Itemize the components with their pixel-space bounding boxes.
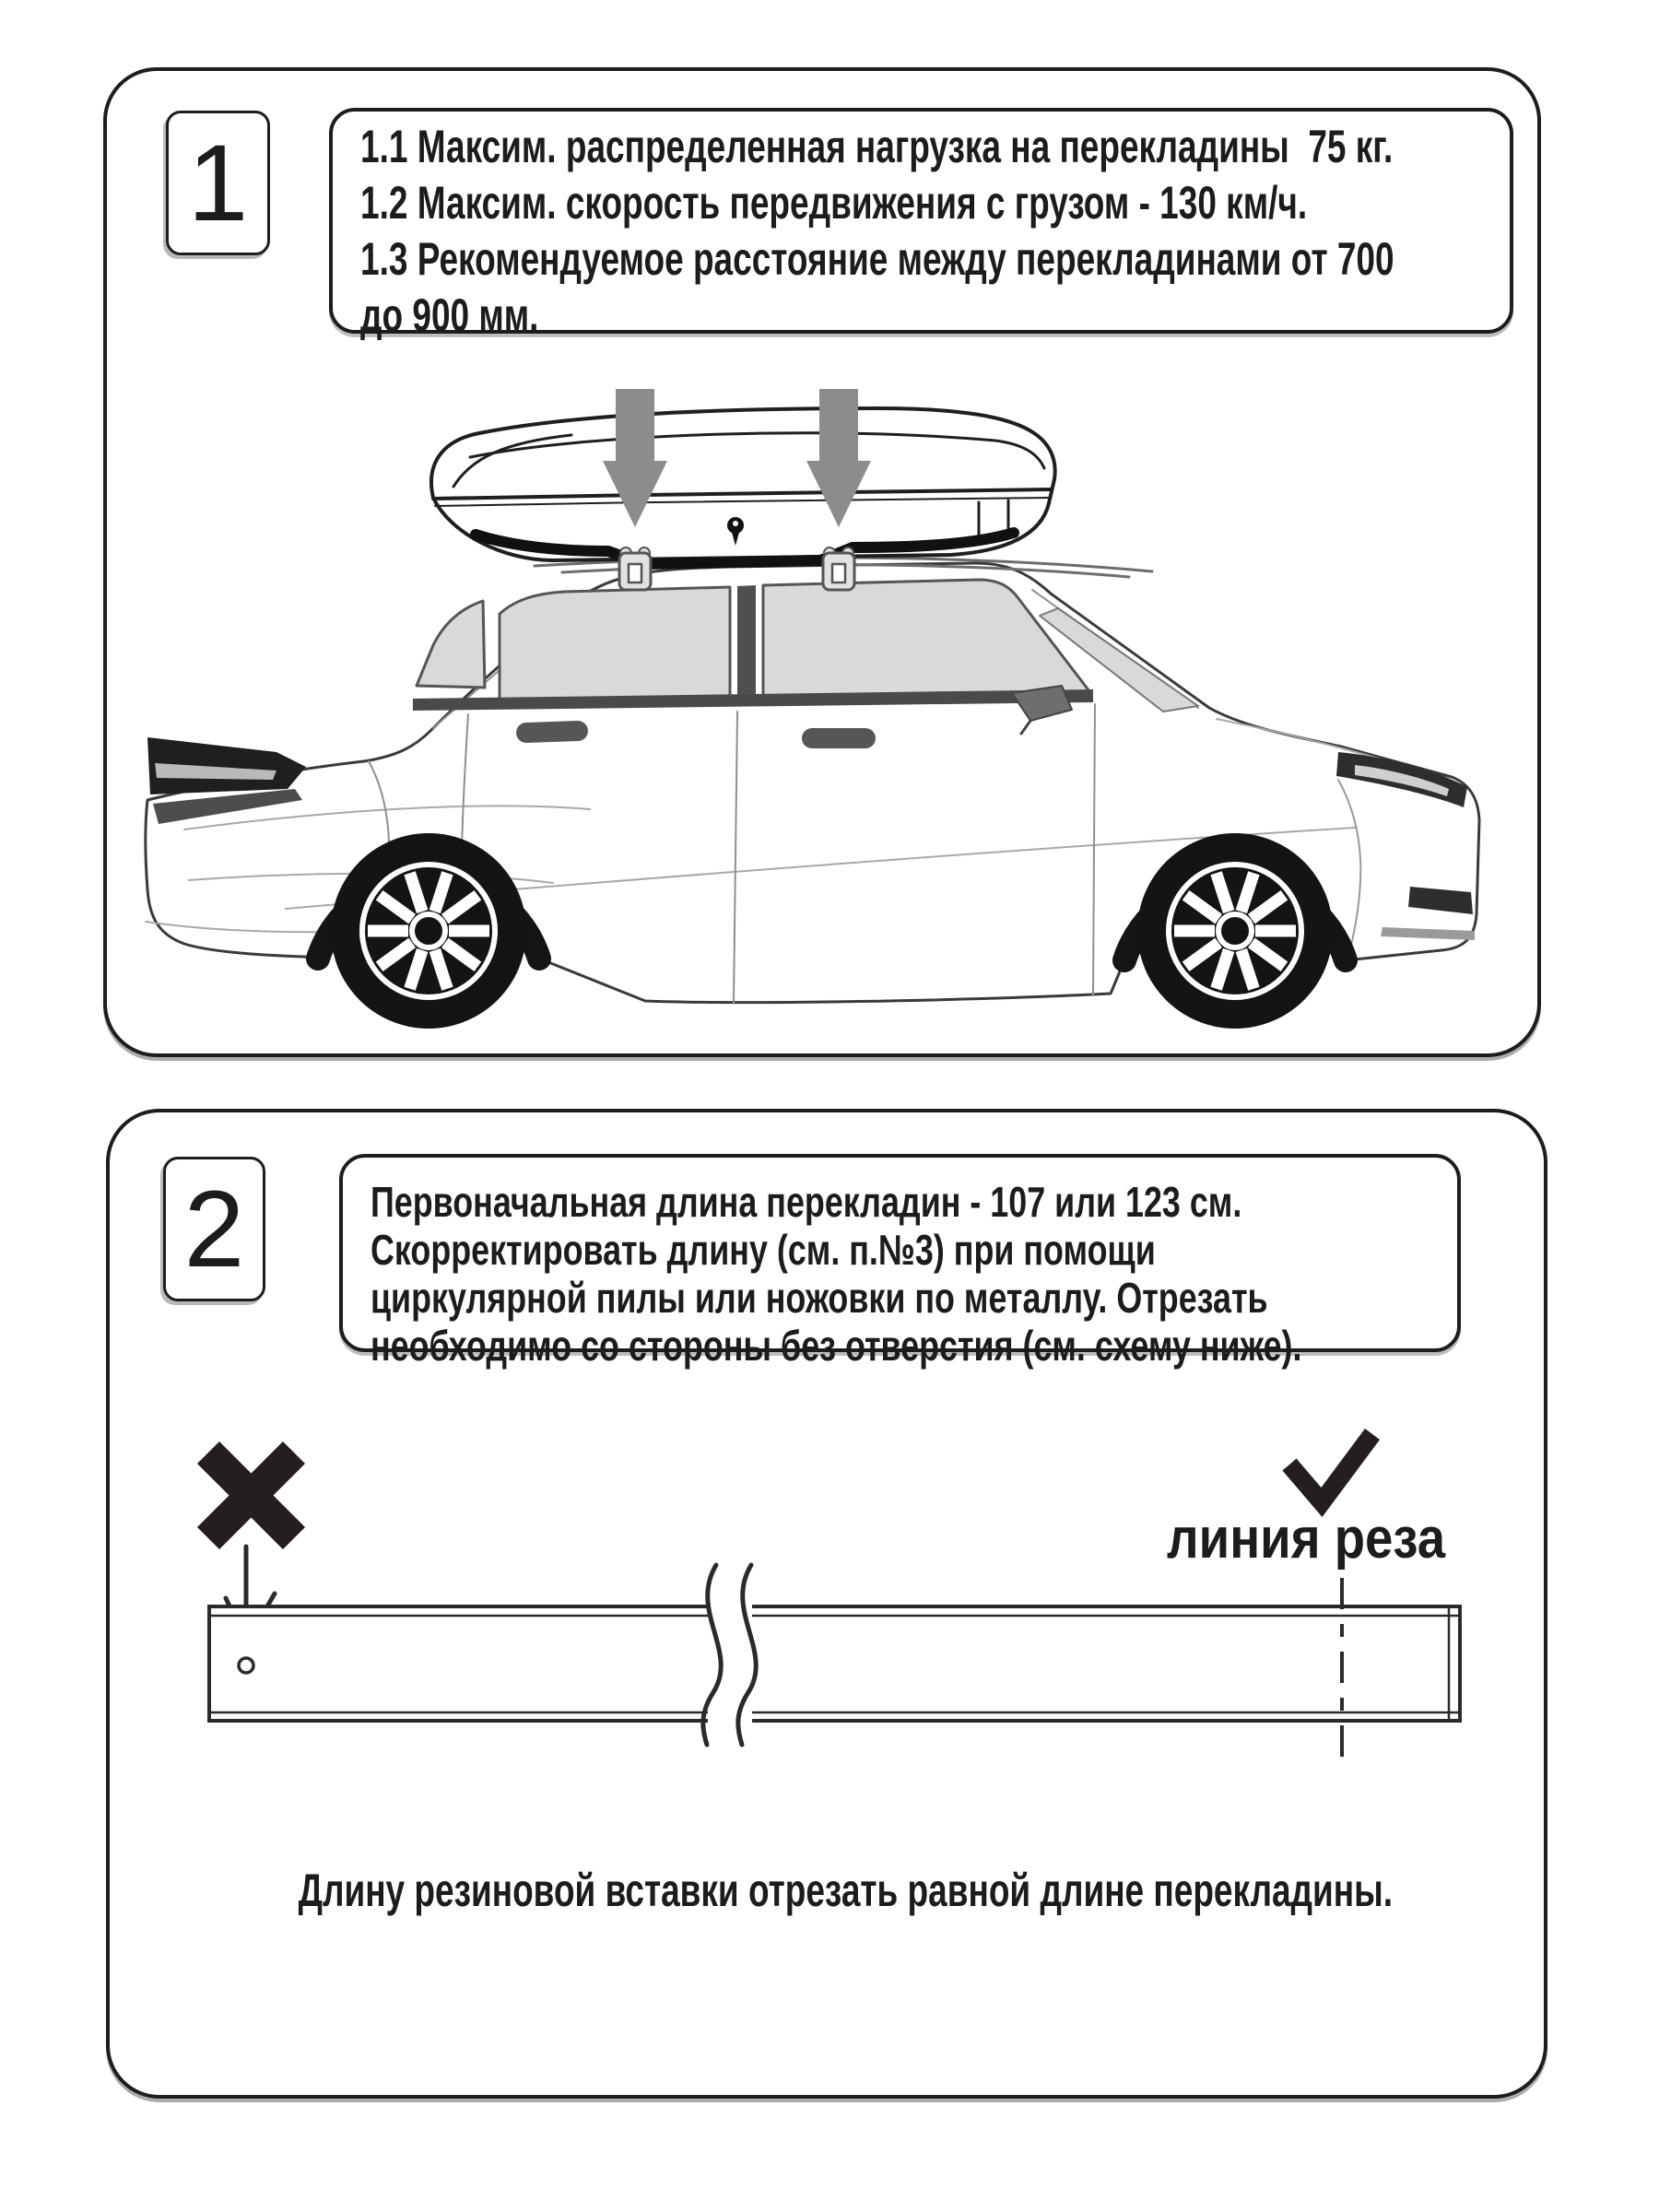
rear-wheel: [331, 833, 526, 1029]
rubber-insert-note: Длину резиновой вставки отрезать равной длине перекладины.: [298, 1865, 1394, 1916]
rear-door-window: [500, 587, 730, 701]
roof-box: [431, 408, 1055, 564]
cut-line-label: линия реза: [1167, 1507, 1446, 1571]
mounting-bracket: [619, 547, 651, 590]
instruction-line: циркулярной пилы или ножовки по металлу. Отрезать: [371, 1274, 1268, 1322]
crossbar-diagram: [208, 1434, 1460, 1759]
crossbar-hole: [239, 1658, 253, 1673]
check-mark-icon: [1289, 1434, 1372, 1502]
car-illustration: [146, 389, 1479, 1029]
rear-door-handle: [516, 721, 589, 744]
front-wheel: [1137, 833, 1333, 1029]
x-mark-icon: [208, 1453, 294, 1538]
instruction-line: 1.1 Максим. распределенная нагрузка на перекладины 75 кг.: [360, 121, 1394, 172]
instruction-line: необходимо со стороны без отверстия (см. схему ниже).: [371, 1322, 1302, 1370]
mounting-bracket: [823, 547, 854, 590]
instruction-line: до 900 мм.: [360, 289, 539, 341]
instruction-line: 1.2 Максим. скорость передвижения с грузом - 130 км/ч.: [360, 177, 1308, 229]
instruction-line: 1.3 Рекомендуемое расстояние между перекладинами от 700: [360, 233, 1394, 285]
instruction-line: Первоначальная длина перекладин - 107 или 123 см.: [371, 1178, 1242, 1226]
front-door-handle: [802, 728, 876, 748]
crossbar-profile: [209, 1606, 1460, 1721]
instruction-line: Скорректировать длину (см. п.№3) при помощи: [371, 1226, 1156, 1274]
rear-quarter-window: [417, 601, 485, 688]
step1-number: 1: [187, 122, 249, 244]
step2-number: 2: [183, 1168, 245, 1290]
b-pillar: [737, 585, 756, 701]
